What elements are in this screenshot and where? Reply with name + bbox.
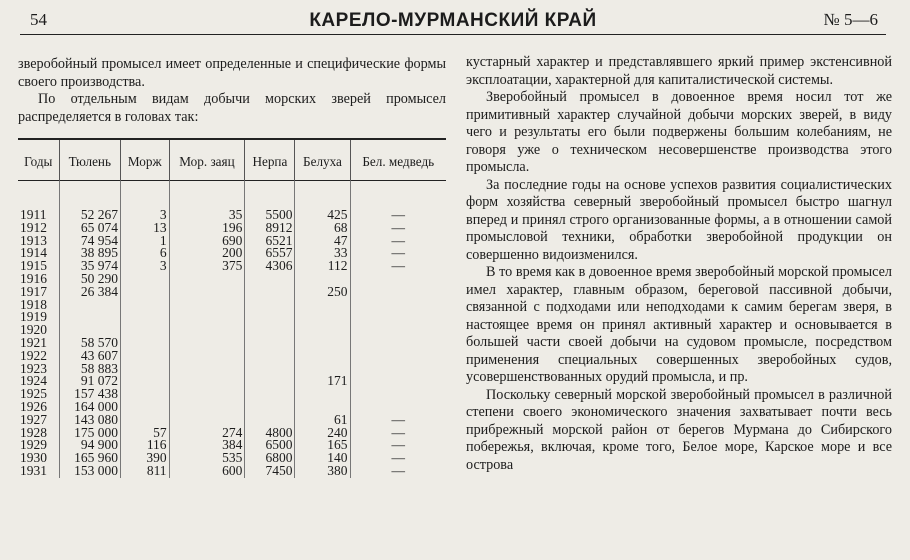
table-cell bbox=[245, 350, 295, 363]
table-cell: 1911 bbox=[18, 181, 59, 222]
table-cell bbox=[295, 388, 350, 401]
table-cell: 57 bbox=[120, 427, 169, 440]
table-cell bbox=[245, 375, 295, 388]
table-cell: 196 bbox=[169, 222, 245, 235]
table-cell bbox=[169, 375, 245, 388]
table-body bbox=[18, 181, 446, 478]
table-cell: 425 bbox=[295, 181, 350, 222]
table-cell: 33 bbox=[295, 247, 350, 260]
table-cell bbox=[245, 311, 295, 324]
table-cell: 35 bbox=[169, 181, 245, 222]
table-cell: 4306 bbox=[245, 260, 295, 273]
right-column bbox=[466, 54, 892, 474]
table-cell: 153 000 bbox=[59, 465, 120, 478]
table-header-cell: Тюлень bbox=[59, 139, 120, 181]
table-cell: — bbox=[391, 437, 405, 453]
table-cell: 38 895 bbox=[59, 247, 120, 260]
table-cell bbox=[350, 337, 446, 350]
table-cell bbox=[245, 401, 295, 414]
table-cell: 6 bbox=[120, 247, 169, 260]
table-cell: 1929 bbox=[18, 439, 59, 452]
table-cell: 35 974 bbox=[59, 260, 120, 273]
table-cell: — bbox=[391, 219, 405, 235]
table-cell: 43 607 bbox=[59, 350, 120, 363]
table-cell: — bbox=[391, 462, 405, 478]
table-cell bbox=[169, 299, 245, 312]
page-number: 54 bbox=[30, 10, 47, 29]
table-cell bbox=[350, 363, 446, 376]
table-cell: 240 bbox=[295, 427, 350, 440]
right-paragraph-3: За последние годы на основе успехов развития социалистических форм хозяйства северный зверобойный промысел быстро шагнул вперед и принял строго организованные формы, а в отношении самой промысловой техники, обработки зверобойной продукции он совершенно видоизменился. bbox=[466, 176, 892, 263]
left-paragraph-1: зверобойный промысел имеет определенные и специфические формы своего производства. bbox=[18, 56, 446, 90]
table-cell: 6800 bbox=[245, 452, 295, 465]
table-cell: 1915 bbox=[18, 260, 59, 273]
table-cell: 1913 bbox=[18, 235, 59, 248]
table-header-cell: Мор. заяц bbox=[169, 139, 245, 181]
table-cell bbox=[120, 350, 169, 363]
table-header-cell: Годы bbox=[18, 139, 59, 181]
table-cell bbox=[295, 324, 350, 337]
table-row bbox=[18, 286, 446, 299]
table-cell: 61 bbox=[295, 414, 350, 427]
page-header bbox=[20, 8, 886, 35]
table-header-cell: Белуха bbox=[295, 139, 350, 181]
table-cell: 6500 bbox=[245, 439, 295, 452]
table-cell bbox=[295, 299, 350, 312]
table-cell: 1924 bbox=[18, 375, 59, 388]
table-cell: 1922 bbox=[18, 350, 59, 363]
right-paragraph-4: В то время как в довоенное время зверобойный морской промысел имел характер, главным образом, береговой пассивной добычи, связанной с подходами или неподходами к самим берегам зверя, в настоящее время он принял активный характер и основывается в большей части своей добычи на судовом промысле, посредством применения специальных совершенных зверобойных судов, усовершенствованных орудий промысла, и пр. bbox=[466, 264, 892, 385]
table-cell bbox=[350, 299, 446, 312]
table-cell bbox=[245, 363, 295, 376]
table-cell: 1920 bbox=[18, 324, 59, 337]
table-cell bbox=[120, 286, 169, 299]
table-cell: 5500 bbox=[245, 181, 295, 222]
table-cell: 3 bbox=[120, 181, 169, 222]
table-cell bbox=[120, 401, 169, 414]
table-cell: 164 000 bbox=[59, 401, 120, 414]
table-cell: — bbox=[391, 424, 405, 440]
table-cell: 74 954 bbox=[59, 235, 120, 248]
left-column bbox=[18, 56, 446, 478]
table-cell bbox=[120, 388, 169, 401]
table-cell: 65 074 bbox=[59, 222, 120, 235]
table-cell bbox=[295, 350, 350, 363]
table-cell: 690 bbox=[169, 235, 245, 248]
table-cell: 1931 bbox=[18, 465, 59, 478]
table-cell: 1916 bbox=[18, 273, 59, 286]
table-cell: 165 bbox=[295, 439, 350, 452]
table-cell: 384 bbox=[169, 439, 245, 452]
table-cell: 1912 bbox=[18, 222, 59, 235]
table-cell: 600 bbox=[169, 465, 245, 478]
table-cell: 91 072 bbox=[59, 375, 120, 388]
table-cell bbox=[120, 324, 169, 337]
table-cell: 1928 bbox=[18, 427, 59, 440]
table-cell: 7450 bbox=[245, 465, 295, 478]
table-cell bbox=[350, 286, 446, 299]
table-cell bbox=[169, 363, 245, 376]
table-cell bbox=[245, 388, 295, 401]
journal-title: КАРЕЛО-МУРМАНСКИЙ КРАЙ bbox=[309, 10, 597, 31]
table-cell: 6521 bbox=[245, 235, 295, 248]
table-cell bbox=[120, 337, 169, 350]
table-cell: — bbox=[391, 232, 405, 248]
right-paragraph-2: Зверобойный промысел в довоенное время носил тот же примитивный характер случайной добычи морских зверей, в виду чего и результаты его были подвержены большим колебаниям, не говоря уже о техническом несовершенстве производства этого промысла. bbox=[466, 89, 892, 175]
table-cell: 143 080 bbox=[59, 414, 120, 427]
table-cell: 58 883 bbox=[59, 363, 120, 376]
right-paragraph-5: Поскольку северный морской зверобойный промысел в различной степени своего экономического значения захватывает почти весь прибрежный морской район от берегов Мурмана до Сибирского побережья, включая, кроме того, Белое море, Карское море и все острова bbox=[466, 386, 892, 473]
table-cell: 390 bbox=[120, 452, 169, 465]
catch-table bbox=[18, 138, 446, 478]
table-cell bbox=[169, 324, 245, 337]
table-row bbox=[18, 181, 446, 222]
table-cell bbox=[120, 311, 169, 324]
table-cell bbox=[350, 273, 446, 286]
table-cell bbox=[120, 299, 169, 312]
table-cell bbox=[295, 311, 350, 324]
table-cell: 274 bbox=[169, 427, 245, 440]
table-cell: 1921 bbox=[18, 337, 59, 350]
table-cell: 175 000 bbox=[59, 427, 120, 440]
table-cell: 1923 bbox=[18, 363, 59, 376]
table-cell: 1914 bbox=[18, 247, 59, 260]
table-cell bbox=[169, 337, 245, 350]
table-row bbox=[18, 299, 446, 312]
table-cell: 6557 bbox=[245, 247, 295, 260]
table-cell: 26 384 bbox=[59, 286, 120, 299]
issue-number: № 5—6 bbox=[823, 10, 878, 29]
table-cell: 58 570 bbox=[59, 337, 120, 350]
table-cell: — bbox=[391, 411, 405, 427]
table-cell bbox=[350, 375, 446, 388]
table-header-cell: Нерпа bbox=[245, 139, 295, 181]
table-cell: 47 bbox=[295, 235, 350, 248]
table-cell: 4800 bbox=[245, 427, 295, 440]
table-cell: 250 bbox=[295, 286, 350, 299]
table-cell: — bbox=[391, 450, 405, 466]
table-cell: 171 bbox=[295, 375, 350, 388]
table-cell: 1926 bbox=[18, 401, 59, 414]
table-cell: 165 960 bbox=[59, 452, 120, 465]
right-paragraph-1: кустарный характер и представлявшего яркий пример экстенсивной эксплоатации, характерной для капиталистической системы. bbox=[466, 54, 892, 88]
table-cell: 811 bbox=[120, 465, 169, 478]
left-paragraph-2: По отдельным видам добычи морских зверей промысел распределяется в головах так: bbox=[18, 91, 446, 125]
table-cell: 52 267 bbox=[59, 181, 120, 222]
table-cell: 1 bbox=[120, 235, 169, 248]
table-cell bbox=[245, 273, 295, 286]
table-header-cell: Морж bbox=[120, 139, 169, 181]
table-row bbox=[18, 465, 446, 478]
table-cell bbox=[169, 350, 245, 363]
table-cell bbox=[120, 363, 169, 376]
table-cell bbox=[350, 311, 446, 324]
table-cell: — bbox=[391, 245, 405, 261]
table-cell: 157 438 bbox=[59, 388, 120, 401]
table-cell bbox=[350, 324, 446, 337]
table-cell bbox=[169, 401, 245, 414]
table-cell: 116 bbox=[120, 439, 169, 452]
table-cell: 3 bbox=[120, 260, 169, 273]
table-cell: — bbox=[391, 258, 405, 274]
table-cell: 200 bbox=[169, 247, 245, 260]
table-cell: — bbox=[391, 207, 405, 222]
table-cell: 68 bbox=[295, 222, 350, 235]
table-cell bbox=[295, 337, 350, 350]
table-cell: 1930 bbox=[18, 452, 59, 465]
table-cell: 1927 bbox=[18, 414, 59, 427]
table-cell bbox=[245, 337, 295, 350]
table-cell: 140 bbox=[295, 452, 350, 465]
table-cell: 94 900 bbox=[59, 439, 120, 452]
table-cell bbox=[169, 273, 245, 286]
table-cell: 380 bbox=[295, 465, 350, 478]
table-cell: 1919 bbox=[18, 311, 59, 324]
table-cell bbox=[169, 388, 245, 401]
table-cell: 1925 bbox=[18, 388, 59, 401]
table-cell bbox=[169, 286, 245, 299]
table-cell: 50 290 bbox=[59, 273, 120, 286]
table-cell bbox=[245, 299, 295, 312]
table-header-cell: Бел. медведь bbox=[362, 154, 435, 169]
table-cell: 13 bbox=[120, 222, 169, 235]
table-cell bbox=[120, 273, 169, 286]
table-cell: 8912 bbox=[245, 222, 295, 235]
table-row bbox=[18, 311, 446, 324]
table-cell bbox=[350, 350, 446, 363]
table-cell bbox=[350, 388, 446, 401]
table-cell bbox=[245, 286, 295, 299]
table-cell: 112 bbox=[295, 260, 350, 273]
table-cell bbox=[169, 311, 245, 324]
table-cell: 1917 bbox=[18, 286, 59, 299]
table-cell bbox=[245, 324, 295, 337]
table-cell bbox=[59, 299, 120, 312]
table-cell bbox=[120, 375, 169, 388]
table-cell: 1918 bbox=[18, 299, 59, 312]
table-header-row bbox=[18, 139, 446, 181]
table-cell: 375 bbox=[169, 260, 245, 273]
table-cell bbox=[59, 311, 120, 324]
table-cell: 535 bbox=[169, 452, 245, 465]
